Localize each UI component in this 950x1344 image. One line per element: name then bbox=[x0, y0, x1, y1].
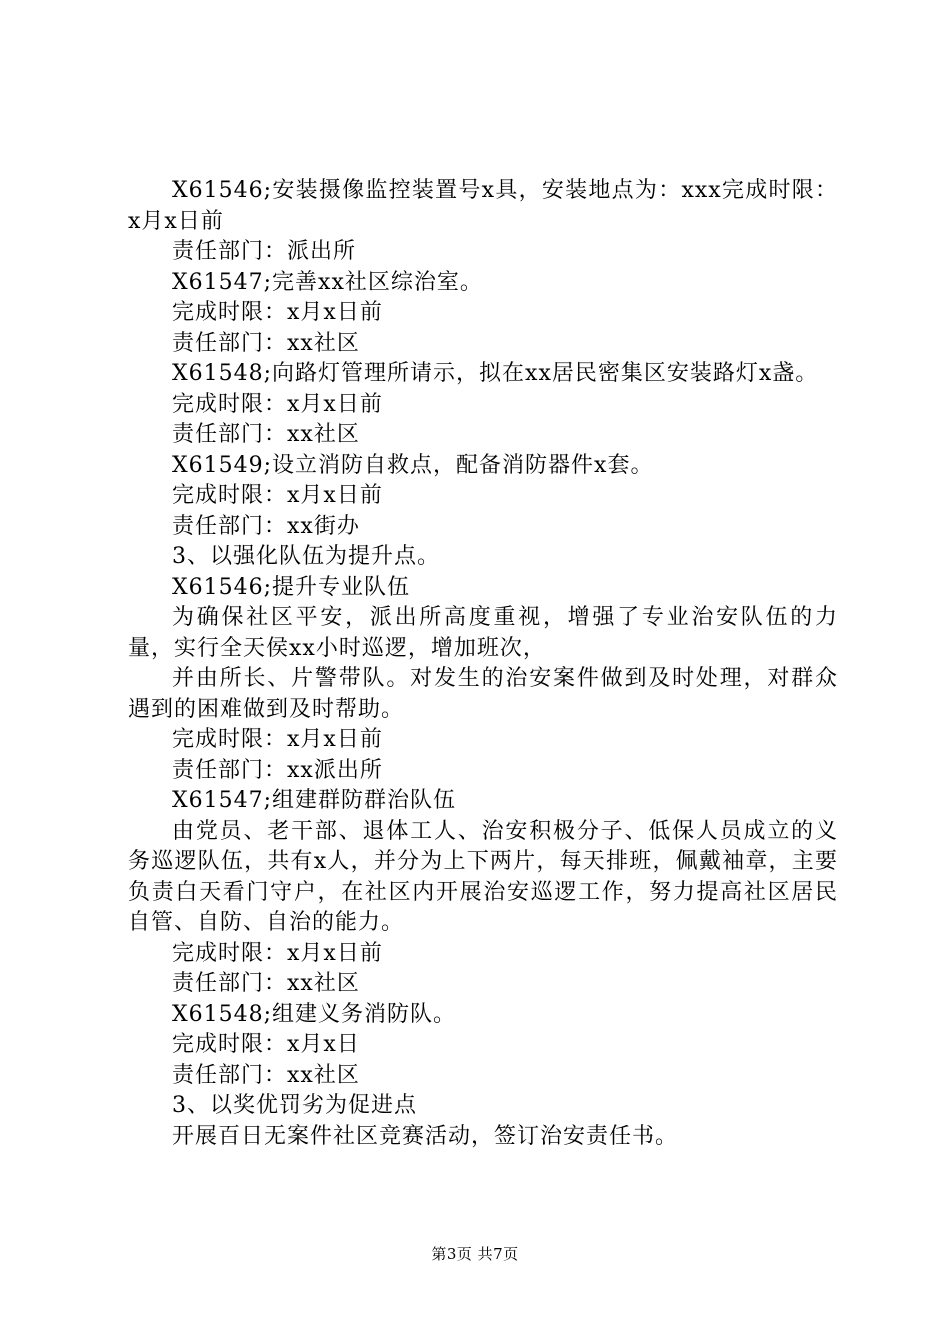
page-number-label: 第3页 共7页 bbox=[431, 1245, 519, 1263]
paragraph: 责任部门：xx社区 bbox=[172, 330, 360, 356]
paragraph: 完成时限：x月x日前 bbox=[172, 300, 383, 325]
paragraph: 开展百日无案件社区竞赛活动，签订治安责任书。 bbox=[172, 1123, 679, 1149]
paragraph: 完成时限：x月x日前 bbox=[172, 483, 383, 508]
paragraph: 完成时限：x月x日前 bbox=[172, 727, 383, 752]
paragraph: 由党员、老干部、退体工人、治安积极分子、低保人员成立的义务巡逻队伍，共有x人，并分为上下两片，每天排班，佩戴袖章，主要负责白天看门守户，在社区内开展治安巡逻工作，努力提高社区居民自管、自防、自治的能力。 bbox=[128, 818, 838, 935]
paragraph: 责任部门：xx派出所 bbox=[172, 757, 383, 783]
paragraph: 完成时限：x月x日前 bbox=[172, 940, 383, 966]
paragraph: X61548;组建义务消防队。 bbox=[172, 1001, 457, 1027]
paragraph: 责任部门：xx街办 bbox=[172, 513, 360, 539]
paragraph: X61548;向路灯管理所请示，拟在xx居民密集区安装路灯x盏。 bbox=[172, 361, 819, 386]
paragraph: X61546;安装摄像监控装置号x具，安装地点为：xxx完成时限：x月x日前 bbox=[128, 178, 838, 234]
paragraph: X61547;完善xx社区综治室。 bbox=[172, 269, 483, 295]
paragraph: 完成时限：x月x日前 bbox=[172, 391, 383, 417]
paragraph: X61546;提升专业队伍 bbox=[172, 574, 411, 600]
paragraph: 责任部门：xx社区 bbox=[172, 1062, 360, 1088]
paragraph: 为确保社区平安，派出所高度重视，增强了专业治安队伍的力量，实行全天侯xx小时巡逻，增加班次， bbox=[128, 605, 838, 661]
paragraph: 并由所长、片警带队。对发生的治安案件做到及时处理，对群众遇到的困难做到及时帮助。 bbox=[128, 666, 838, 722]
paragraph: 完成时限：x月x日 bbox=[172, 1032, 360, 1057]
paragraph: X61549;设立消防自救点，配备消防器件x套。 bbox=[172, 452, 654, 478]
section-heading: 3、以奖优罚劣为促进点 bbox=[172, 1093, 417, 1118]
paragraph: 责任部门：xx社区 bbox=[172, 971, 360, 996]
page-footer bbox=[0, 1244, 950, 1264]
paragraph: 责任部门：xx社区 bbox=[172, 422, 360, 447]
paragraph: 责任部门：派出所 bbox=[172, 239, 357, 264]
paragraph: X61547;组建群防群治队伍 bbox=[172, 788, 457, 813]
section-heading: 3、以强化队伍为提升点。 bbox=[172, 544, 440, 569]
document-body bbox=[128, 176, 838, 1152]
